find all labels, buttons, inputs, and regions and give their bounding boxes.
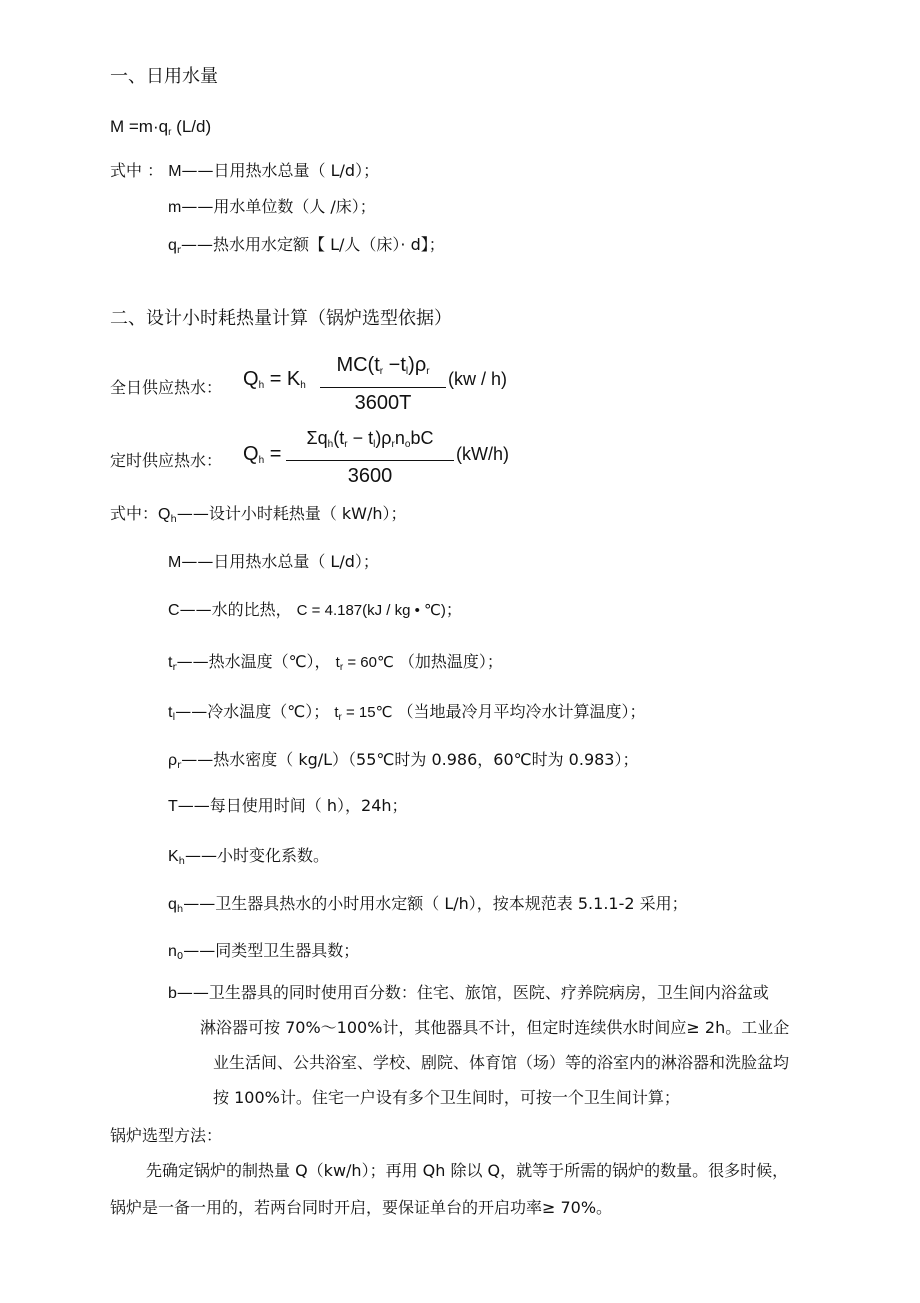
lhs-symbol: Q bbox=[243, 368, 259, 390]
def-text: ——设计小时耗热量（ kW/h）； bbox=[176, 504, 407, 523]
def-b-cont-2: 业生活间、公共浴室、学校、剧院、体育馆（场）等的浴室内的淋浴器和洗脸盆均 bbox=[213, 1053, 790, 1072]
def-Kh bbox=[168, 845, 329, 873]
formula-1-unit: (kw / h) bbox=[448, 369, 508, 389]
def-text: ——卫生器具的同时使用百分数：住宅、旅馆，医院、疗养院病房，卫生间内浴盆或 bbox=[176, 983, 769, 1002]
def-C bbox=[168, 599, 462, 622]
formula-2-label: 定时供应热水： bbox=[110, 451, 223, 470]
def-text: ——每日使用时间（ h），24h； bbox=[177, 796, 408, 815]
def-text: ——热水密度（ kg/L）（55℃时为 0.986，60℃时为 0.983）； bbox=[181, 750, 639, 769]
def-value: $t_r$ = 60℃ bbox=[335, 654, 394, 673]
def-text: ——同类型卫生器具数； bbox=[183, 941, 360, 960]
formula-sub: r bbox=[168, 127, 172, 138]
def-note: （当地最冷月平均冷水计算温度）； bbox=[397, 702, 646, 721]
def-symbol: t bbox=[168, 654, 173, 671]
def-symbol: t bbox=[168, 704, 173, 721]
formula-1-numerator: $MC(t_r -t_l)\rho_r$ bbox=[336, 354, 430, 377]
def-symbol: M bbox=[168, 163, 182, 180]
def-sub: r bbox=[177, 760, 182, 771]
def-text: ——冷水温度（℃）； bbox=[175, 702, 330, 721]
formula-2-unit: (kW/h) bbox=[456, 444, 509, 464]
where-line-1 bbox=[110, 160, 379, 183]
def-text: ——水的比热， bbox=[179, 600, 292, 619]
formula-1-lhs bbox=[243, 368, 306, 397]
section-2-heading: 二、设计小时耗热量计算（锅炉选型依据） bbox=[110, 308, 452, 329]
def-text: ——热水用水定额【 L/人（床）· d】； bbox=[181, 235, 445, 254]
formula-2-fraction bbox=[286, 425, 454, 489]
formula-1-fraction bbox=[320, 352, 446, 416]
def-m bbox=[168, 196, 376, 219]
formula-2-numerator: $\Sigma q_h(t_r - t_l)\rho_rn_obC$ bbox=[306, 428, 434, 450]
def-value: $t_r$ = 15℃ bbox=[334, 704, 393, 723]
def-Qh bbox=[110, 503, 407, 531]
def-sub: r bbox=[176, 245, 182, 256]
paragraph-line-1: 先确定锅炉的制热量 Q（kw/h）；再用 Qh 除以 Q，就等于所需的锅炉的数量。很多时候， bbox=[146, 1161, 789, 1180]
def-note: （加热温度）； bbox=[398, 652, 503, 671]
def-symbol: m bbox=[168, 199, 182, 216]
def-symbol: Q bbox=[158, 506, 171, 523]
def-sub: l bbox=[172, 712, 176, 723]
def-tl bbox=[168, 701, 646, 729]
def-symbol: K bbox=[168, 848, 179, 865]
where-label: 式中： bbox=[110, 504, 159, 523]
def-n0 bbox=[168, 940, 359, 968]
where-label: 式中 ： bbox=[110, 161, 164, 180]
formula-2-lhs bbox=[243, 443, 281, 472]
def-sub: 0 bbox=[176, 951, 184, 962]
fraction-bar bbox=[286, 460, 454, 461]
equals-sign: = bbox=[269, 443, 282, 465]
def-symbol: n bbox=[168, 943, 177, 960]
formula-1-denominator: 3600T bbox=[354, 392, 412, 414]
def-symbol: M bbox=[168, 554, 182, 571]
equals-k: = K bbox=[269, 368, 301, 390]
def-M bbox=[168, 551, 379, 574]
def-end: ； bbox=[445, 600, 462, 619]
def-qr bbox=[168, 234, 445, 262]
fraction-bar bbox=[320, 387, 446, 388]
def-text: ——卫生器具热水的小时用水定额（ L/h），按本规范表 5.1.1-2 采用； bbox=[183, 894, 688, 913]
def-b-cont-1: 淋浴器可按 70%～100%计，其他器具不计，但定时连续供水时间应≥ 2h。工业企 bbox=[200, 1018, 790, 1037]
paragraph-line-2: 锅炉是一备一用的，若两台同时开启，要保证单台的开启功率≥ 70%。 bbox=[110, 1198, 613, 1217]
def-sub: h bbox=[178, 856, 186, 867]
def-b-cont-3: 按 100%计。住宅一户设有多个卫生间时，可按一个卫生间计算； bbox=[213, 1088, 680, 1107]
lhs-sub: h bbox=[258, 380, 265, 391]
def-text: ——日用热水总量（ L/d）； bbox=[181, 161, 380, 180]
def-text: ——小时变化系数。 bbox=[185, 846, 330, 865]
def-sub: h bbox=[170, 514, 177, 525]
def-text: ——热水温度（℃）， bbox=[176, 652, 331, 671]
def-b bbox=[168, 982, 769, 1005]
def-value: C = 4.187(kJ / kg • ℃) bbox=[296, 602, 446, 619]
def-text: ——用水单位数（人 /床）； bbox=[181, 197, 376, 216]
def-sub: r bbox=[172, 662, 177, 673]
formula-unit: (L/d) bbox=[176, 117, 212, 136]
def-symbol: q bbox=[168, 896, 177, 913]
def-symbol: T bbox=[168, 798, 178, 815]
k-sub: h bbox=[300, 380, 306, 391]
formula-2-denominator: 3600 bbox=[347, 465, 393, 487]
formula-1-label: 全日供应热水： bbox=[110, 378, 223, 397]
formula-daily-water bbox=[110, 116, 211, 144]
section-3-heading: 锅炉选型方法： bbox=[110, 1126, 223, 1145]
def-rho bbox=[168, 749, 639, 777]
def-qh bbox=[168, 893, 688, 921]
section-1-heading: 一、日用水量 bbox=[110, 66, 218, 87]
lhs-symbol: Q bbox=[243, 443, 259, 465]
formula-body: M =m·q bbox=[110, 117, 169, 136]
def-symbol: C bbox=[168, 602, 180, 619]
def-symbol: q bbox=[168, 237, 177, 254]
def-symbol: ρ bbox=[168, 752, 178, 769]
def-text: ——日用热水总量（ L/d）； bbox=[181, 552, 379, 571]
def-symbol: b bbox=[168, 985, 177, 1002]
def-tr bbox=[168, 651, 503, 679]
def-sub: h bbox=[176, 904, 184, 915]
def-T bbox=[168, 795, 408, 818]
lhs-sub: h bbox=[258, 455, 265, 466]
